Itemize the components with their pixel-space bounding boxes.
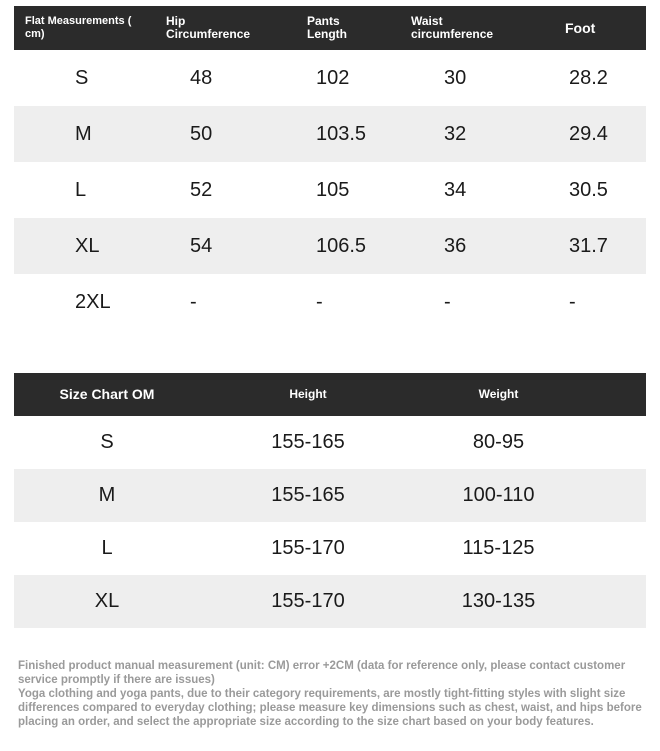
table-row [14, 575, 646, 628]
header-waist-circumference [395, 15, 541, 41]
header-pants-length [291, 15, 395, 41]
header-foot [541, 19, 646, 36]
flat-measurements-table [14, 6, 646, 330]
hip-cell: 48 [190, 66, 213, 89]
header-line: Flat Measurements ( [25, 15, 132, 27]
header-size-chart: Size Chart OM [59, 386, 155, 402]
size-cell: S [100, 431, 114, 453]
hip-cell: - [190, 290, 197, 313]
weight-cell: 115-125 [462, 537, 535, 559]
table-header [14, 373, 646, 416]
header-line: Pants [307, 14, 340, 28]
table-row [14, 522, 646, 575]
header-weight: Weight [478, 387, 519, 401]
weight-cell: 100-110 [462, 484, 535, 506]
foot-cell: - [569, 290, 576, 313]
size-chart-table [14, 373, 646, 628]
size-cell: L [75, 178, 87, 201]
table-row [14, 50, 646, 106]
size-cell: M [98, 484, 116, 506]
foot-cell: 31.7 [569, 234, 608, 257]
height-cell: 155-170 [271, 590, 345, 612]
hip-cell: 52 [190, 178, 213, 201]
size-cell: S [75, 66, 89, 89]
footnotes [18, 659, 646, 729]
table-header [14, 6, 646, 50]
length-cell: - [316, 290, 323, 313]
waist-cell: 34 [444, 178, 467, 201]
header-line: cm) [25, 28, 45, 40]
size-cell: XL [75, 234, 100, 257]
table-row [14, 218, 646, 274]
header-flat-measurements [14, 15, 150, 41]
length-cell: 103.5 [316, 122, 367, 145]
waist-cell: 32 [444, 122, 467, 145]
size-cell: L [101, 537, 113, 559]
header-line: Length [307, 27, 347, 41]
header-height: Height [289, 387, 327, 401]
size-cell: 2XL [75, 290, 111, 313]
size-cell: M [75, 122, 92, 145]
height-cell: 155-170 [271, 537, 345, 559]
header-line: Foot [565, 19, 596, 36]
length-cell: 106.5 [316, 234, 367, 257]
waist-cell: 36 [444, 234, 467, 257]
foot-cell: 30.5 [569, 178, 608, 201]
size-cell: XL [94, 590, 120, 612]
hip-cell: 50 [190, 122, 213, 145]
foot-cell: 29.4 [569, 122, 608, 145]
height-cell: 155-165 [271, 431, 345, 453]
table-row [14, 416, 646, 469]
header-hip-circumference [150, 15, 291, 41]
header-line: Circumference [166, 27, 251, 41]
header-line: circumference [411, 27, 494, 41]
weight-cell: 130-135 [461, 590, 536, 612]
hip-cell: 54 [190, 234, 213, 257]
sizing-note: Yoga clothing and yoga pants, due to their category requirements, are mostly tight-fitting styles with slight size differences compared to everyday clothing; please measure key dimensions such as chest, waist, and hips before placing an order, and select the appropriate size according to the size chart based on your body features. [18, 688, 642, 728]
table-row [14, 106, 646, 162]
table-row [14, 162, 646, 218]
table-row [14, 469, 646, 522]
header-line: Waist [411, 14, 443, 28]
height-cell: 155-165 [271, 484, 345, 506]
measurement-note: Finished product manual measurement (unit: CM) error +2CM (data for reference only, please contact customer service promptly if there are issues) [18, 660, 626, 686]
foot-cell: 28.2 [569, 66, 608, 89]
length-cell: 105 [316, 178, 350, 201]
header-line: Hip [166, 14, 186, 28]
length-cell: 102 [316, 66, 350, 89]
waist-cell: 30 [444, 66, 467, 89]
waist-cell: - [444, 290, 451, 313]
weight-cell: 80-95 [472, 431, 525, 453]
table-row [14, 274, 646, 330]
